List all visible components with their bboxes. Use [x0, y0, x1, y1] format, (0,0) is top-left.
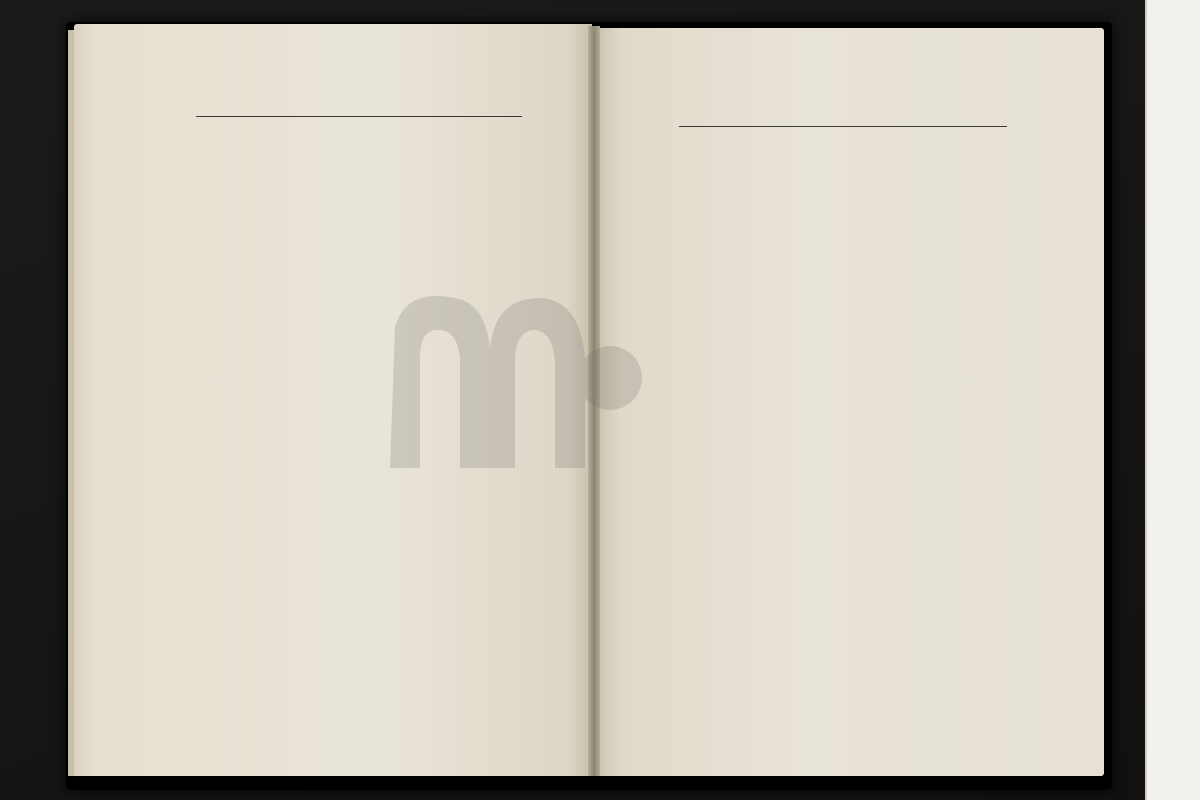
measurement-ruler [1145, 0, 1200, 800]
right-header-rule [679, 126, 1007, 127]
right-page [596, 28, 1104, 776]
museum-logo-watermark [365, 268, 665, 518]
left-header-rule [196, 116, 522, 117]
